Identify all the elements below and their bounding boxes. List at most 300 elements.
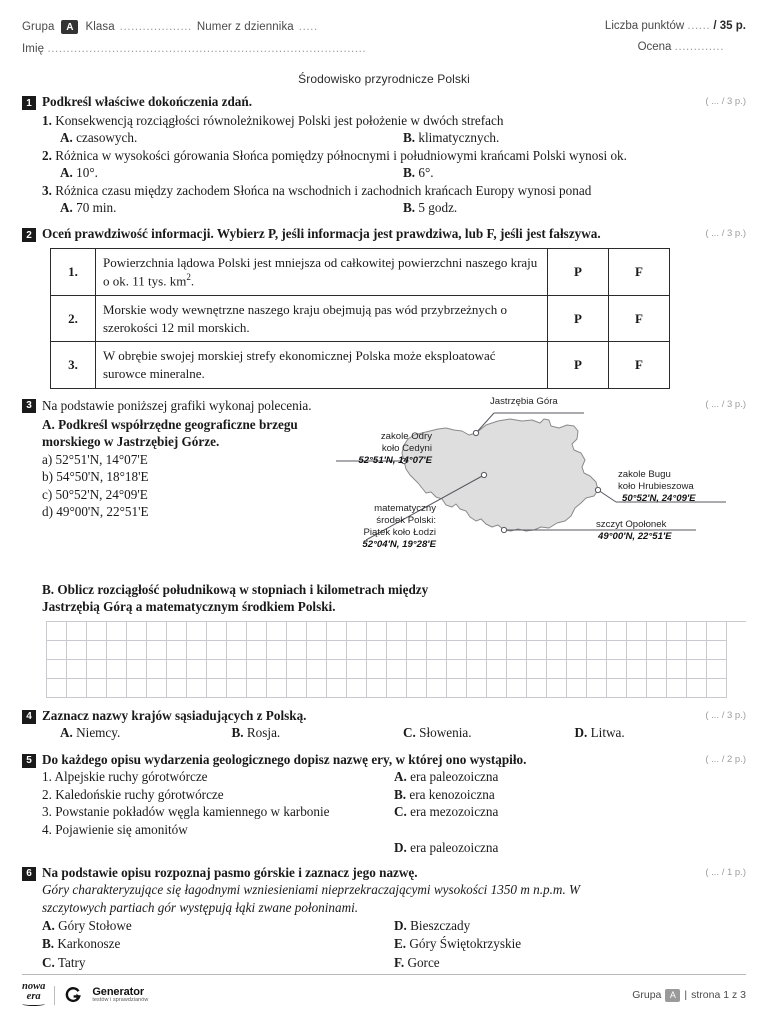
exercise-4-header (22, 708, 746, 725)
description-line2: szczytowych partiach gór występują łąki zwane połoninami. (42, 899, 359, 915)
grid-cell[interactable] (307, 641, 327, 660)
grid-cell[interactable] (67, 660, 87, 679)
grid-cell[interactable] (47, 679, 67, 698)
student-info-line1 (22, 20, 366, 34)
map-point-jastrzebia (473, 430, 478, 435)
exercise-1-number: 1 (22, 96, 36, 110)
table-row (51, 342, 670, 388)
grid-cell[interactable] (347, 660, 367, 679)
question-text: Konsekwencją rozciągłości równoleżnikowej Polski jest położenie w dwóch strefach (55, 112, 504, 128)
grid-cell[interactable] (707, 641, 727, 660)
option-e-letter: E. (394, 936, 407, 952)
option-c[interactable] (42, 954, 394, 972)
era-c-letter: C. (394, 804, 407, 820)
grid-cell[interactable] (647, 660, 667, 679)
option-c[interactable]: c) 50°52'N, 24°09'E (42, 486, 148, 502)
map-label-srodek-line1: matematyczny (374, 502, 436, 514)
grid-cell[interactable] (207, 622, 227, 641)
part-b-line1: B. Oblicz rozciągłość południkową w stopniach i kilometrach między (42, 581, 429, 597)
option-d-letter: D. (394, 918, 407, 934)
option-b[interactable] (403, 164, 746, 181)
map-label-odry-line2: koło Cedyni (381, 442, 432, 454)
grid-cell[interactable] (607, 679, 627, 698)
grid-cell[interactable] (667, 660, 687, 679)
grade-label: Ocena (637, 41, 672, 53)
grade-line (605, 41, 724, 53)
grid-cell[interactable] (707, 622, 727, 641)
map-label-opolonek: szczyt Opołonek (596, 518, 667, 530)
grid-cell[interactable] (567, 660, 587, 679)
row-statement (96, 248, 548, 295)
grid-cell[interactable] (607, 622, 627, 641)
grid-cell[interactable] (387, 679, 407, 698)
grid-cell[interactable] (287, 622, 307, 641)
grid-cell[interactable] (667, 641, 687, 660)
answer-f[interactable]: F (609, 296, 670, 342)
grid-cell[interactable] (507, 660, 527, 679)
grid-cell[interactable] (167, 641, 187, 660)
option-d-text: Bieszczady (410, 918, 471, 934)
grid-cell[interactable] (107, 622, 127, 641)
exercise-3 (22, 397, 746, 698)
grid-cell[interactable] (487, 679, 507, 698)
option-a-letter: A. (42, 918, 55, 934)
option-b[interactable]: b) 54°50'N, 18°18'E (42, 469, 149, 485)
exercise-5-title: Do każdego opisu wydarzenia geologicznego dopisz nazwę ery, w której ono wystąpiło. (42, 751, 527, 767)
grid-cell[interactable] (627, 660, 647, 679)
option-f-letter: F. (394, 954, 405, 970)
map-label-odry-line1: zakole Odry (380, 430, 432, 442)
grid-cell[interactable] (567, 622, 587, 641)
option-c-letter: C. (403, 725, 416, 741)
option-a[interactable] (42, 917, 394, 935)
grid-cell[interactable] (607, 641, 627, 660)
grid-cell[interactable] (447, 660, 467, 679)
grid-cell[interactable] (627, 622, 647, 641)
option-a-letter: A. (60, 129, 73, 145)
grid-cell[interactable] (547, 622, 567, 641)
grid-cell[interactable] (467, 660, 487, 679)
grid-cell[interactable] (267, 660, 287, 679)
option-c[interactable] (403, 724, 575, 741)
exercise-3-content (22, 397, 746, 575)
map-label-srodek-line3: Piątek koło Łodzi (363, 526, 436, 538)
era-c-text: era mezozoiczna (410, 804, 499, 820)
grid-cell[interactable] (307, 679, 327, 698)
grid-cell[interactable] (467, 641, 487, 660)
grid-cell[interactable] (487, 622, 507, 641)
grid-cell[interactable] (687, 679, 707, 698)
grid-cell[interactable] (327, 660, 347, 679)
statement-line2: kraju o ok. 11 tys. km (103, 254, 538, 289)
grid-cell[interactable] (307, 622, 327, 641)
grid-cell[interactable] (127, 660, 147, 679)
option-b-letter: B. (42, 936, 55, 952)
grid-cell[interactable] (527, 641, 547, 660)
exercise-1-title: Podkreśl właściwe dokończenia zdań. (42, 94, 253, 109)
grid-cell[interactable] (287, 679, 307, 698)
imie-label: Imię (22, 43, 45, 55)
grid-cell[interactable] (187, 641, 207, 660)
poland-map-graphic (326, 397, 746, 575)
grid-cell[interactable] (367, 622, 387, 641)
points-blank[interactable]: ...... (687, 20, 711, 32)
option-a[interactable] (60, 129, 403, 146)
map-label-jastrzebia: Jastrzębia Góra (490, 395, 558, 407)
option-a-letter: A. (60, 164, 73, 180)
grid-cell[interactable] (147, 641, 167, 660)
grid-cell[interactable] (687, 622, 707, 641)
grid-cell[interactable] (407, 660, 427, 679)
grid-cell[interactable] (547, 660, 567, 679)
generator-title: Generator (92, 985, 145, 998)
grid-cell[interactable] (247, 641, 267, 660)
grid-cell[interactable] (527, 660, 547, 679)
grid-cell[interactable] (127, 622, 147, 641)
grid-cell[interactable] (527, 622, 547, 641)
nowa-era-line2: era (26, 991, 41, 1003)
grid-cell[interactable] (227, 660, 247, 679)
option-a[interactable] (60, 199, 403, 216)
grid-cell[interactable] (407, 641, 427, 660)
option-b[interactable] (403, 129, 746, 146)
map-coord-odry: 52°51'N, 14°07'E (358, 454, 432, 466)
grid-cell[interactable] (67, 622, 87, 641)
match-item-2[interactable]: 2. Kaledońskie ruchy górotwórcze (42, 786, 224, 802)
grid-cell[interactable] (427, 679, 447, 698)
grid-cell[interactable] (487, 660, 507, 679)
grid-cell[interactable] (447, 622, 467, 641)
grid-cell[interactable] (427, 641, 447, 660)
grid-cell[interactable] (87, 641, 107, 660)
answer-p[interactable]: P (548, 248, 609, 295)
row-number: 3. (51, 342, 96, 388)
grid-cell[interactable] (87, 622, 107, 641)
option-b-text: 5 godz. (418, 200, 458, 216)
option-c-letter: C. (42, 954, 55, 970)
grid-cell[interactable] (267, 622, 287, 641)
grid-cell[interactable] (647, 641, 667, 660)
map-coord-opolonek: 49°00'N, 22°51'E (598, 530, 672, 542)
grid-row (47, 660, 746, 679)
answer-options (60, 164, 746, 181)
grid-cell[interactable] (247, 660, 267, 679)
grid-cell[interactable] (47, 622, 67, 641)
option-b[interactable] (403, 199, 746, 216)
answer-options (60, 724, 746, 741)
footer-page-number: strona 1 z 3 (691, 989, 746, 1002)
grid-cell[interactable] (87, 679, 107, 698)
exercise-3-number: 3 (22, 399, 36, 413)
grid-cell[interactable] (267, 641, 287, 660)
statement-tail: . (190, 273, 195, 289)
exercise-1-body (42, 112, 746, 217)
answer-f[interactable]: F (609, 248, 670, 295)
logo-divider (54, 986, 55, 1005)
option-a-text: czasowych. (76, 129, 138, 145)
grid-cell[interactable] (227, 641, 247, 660)
nowa-era-swoosh (22, 1002, 45, 1006)
grid-cell[interactable] (567, 679, 587, 698)
grid-cell[interactable] (247, 622, 267, 641)
map-label-srodek-line2: środek Polski: (376, 514, 436, 526)
exercise-4 (22, 708, 746, 742)
map-point-opolonek (501, 527, 506, 532)
grid-cell[interactable] (287, 660, 307, 679)
grid-cell[interactable] (367, 679, 387, 698)
grid-cell[interactable] (587, 622, 607, 641)
exercise-2-points: ( ... / 3 p.) (705, 228, 746, 240)
grid-cell[interactable] (187, 622, 207, 641)
nowa-era-logo (22, 982, 45, 1008)
exercises-container (0, 94, 768, 972)
grid-row (47, 622, 746, 641)
grid-cell[interactable] (347, 641, 367, 660)
exercise-6-options (42, 917, 746, 972)
option-e[interactable] (394, 935, 746, 953)
generator-wordmark (92, 987, 148, 1004)
option-a[interactable] (60, 164, 403, 181)
answer-p[interactable]: P (548, 342, 609, 388)
statement-line1: W obrębie swojej morskiej strefy ekonomicznej Polska może eksploatować (103, 348, 496, 364)
era-b-text: era kenozoiczna (409, 786, 495, 802)
grid-cell[interactable] (247, 679, 267, 698)
grid-cell[interactable] (127, 679, 147, 698)
publisher-logos (22, 982, 148, 1008)
grid-cell[interactable] (607, 660, 627, 679)
match-item-3[interactable]: 3. Powstanie pokładów węgla kamiennego w karbonie (42, 804, 330, 820)
grid-cell[interactable] (367, 660, 387, 679)
grid-cell[interactable] (327, 679, 347, 698)
option-b-letter: B. (403, 129, 416, 145)
grid-cell[interactable] (387, 660, 407, 679)
option-a[interactable] (60, 724, 232, 741)
grid-cell[interactable] (47, 641, 67, 660)
exercise-3-part-b (42, 581, 746, 615)
grid-cell[interactable] (147, 660, 167, 679)
option-b[interactable] (42, 935, 394, 953)
options-left-column (42, 917, 394, 972)
question-number: 3. (42, 183, 52, 199)
grid-cell[interactable] (187, 679, 207, 698)
page-header (0, 0, 768, 55)
row-statement (96, 296, 548, 342)
exercise-1-header (22, 94, 746, 111)
grid-cell[interactable] (167, 660, 187, 679)
exercise-2-number: 2 (22, 228, 36, 242)
row-statement (96, 342, 548, 388)
klasa-label: Klasa (85, 21, 115, 33)
exercise-3-intro: Na podstawie poniższej grafiki wykonaj polecenia. (42, 397, 312, 413)
grid-cell[interactable] (107, 660, 127, 679)
grid-cell[interactable] (527, 679, 547, 698)
option-b-letter: B. (403, 200, 416, 216)
grid-cell[interactable] (347, 679, 367, 698)
footer-grupa-badge: A (665, 989, 680, 1002)
grade-blank[interactable]: ............. (674, 41, 724, 53)
grid-cell[interactable] (567, 641, 587, 660)
era-option-d[interactable] (394, 839, 746, 857)
leader-line-bugu (598, 490, 616, 502)
exercise-5-body (42, 768, 746, 857)
grid-cell[interactable] (127, 641, 147, 660)
grid-cell[interactable] (207, 641, 227, 660)
exercise-3-text (42, 397, 332, 521)
grid-cell[interactable] (167, 622, 187, 641)
grid-cell[interactable] (387, 622, 407, 641)
exercise-6-header (22, 865, 746, 882)
question-number: 1. (42, 112, 52, 128)
grid-cell[interactable] (647, 622, 667, 641)
option-c-text: Tatry (57, 954, 86, 970)
exercise-6-title: Na podstawie opisu rozpoznaj pasmo górskie i zaznacz jego nazwę. (42, 864, 418, 880)
option-a-text: Niemcy. (76, 725, 121, 741)
grid-cell[interactable] (227, 622, 247, 641)
option-a-text: Góry Stołowe (58, 918, 132, 934)
footer-page-info (632, 989, 746, 1002)
question-text: Różnica czasu między zachodem Słońca na wschodnich i zachodnich krańcach Europy wynosi ponad (55, 183, 592, 199)
grid-cell[interactable] (67, 641, 87, 660)
option-a[interactable]: a) 52°51'N, 14°07'E (42, 451, 148, 467)
score-block (605, 20, 746, 53)
map-label-bugu-line2: koło Hrubieszowa (618, 480, 694, 492)
answer-writing-grid[interactable] (46, 621, 746, 698)
grid-cell[interactable] (507, 641, 527, 660)
grid-cell[interactable] (67, 679, 87, 698)
points-line (605, 20, 746, 32)
question-number: 2. (42, 147, 52, 163)
table-row (51, 248, 670, 295)
grid-cell[interactable] (327, 641, 347, 660)
table-row (51, 296, 670, 342)
question-row (42, 182, 746, 199)
option-d[interactable] (575, 724, 747, 741)
grid-cell[interactable] (147, 679, 167, 698)
grid-cell[interactable] (667, 622, 687, 641)
grid-cell[interactable] (687, 641, 707, 660)
grid-cell[interactable] (647, 679, 667, 698)
grid-cell[interactable] (347, 622, 367, 641)
question-row (42, 112, 746, 129)
grid-cell[interactable] (407, 622, 427, 641)
grid-cell[interactable] (107, 679, 127, 698)
option-e-text: Góry Świętokrzyskie (409, 936, 522, 952)
grid-cell[interactable] (447, 679, 467, 698)
grid-cell[interactable] (47, 660, 67, 679)
match-item-4[interactable]: 4. Pojawienie się amonitów (42, 822, 188, 838)
imie-blank[interactable]: .................................................................................... (47, 43, 367, 55)
grid-cell[interactable] (707, 679, 727, 698)
match-item-1[interactable]: 1. Alpejskie ruchy górotwórcze (42, 769, 208, 785)
row-number: 2. (51, 296, 96, 342)
era-option-b[interactable] (394, 786, 746, 804)
grid-cell[interactable] (467, 622, 487, 641)
student-info-line2 (22, 43, 366, 55)
grid-cell[interactable] (467, 679, 487, 698)
grid-cell[interactable] (207, 679, 227, 698)
grid-cell[interactable] (367, 641, 387, 660)
grid-cell[interactable] (507, 679, 527, 698)
grid-cell[interactable] (387, 641, 407, 660)
option-b-text: Rosja. (246, 725, 281, 741)
grid-cell[interactable] (147, 622, 167, 641)
grid-cell[interactable] (327, 622, 347, 641)
option-d[interactable] (394, 917, 746, 935)
footer-grupa-label: Grupa (632, 989, 662, 1002)
matching-columns (42, 768, 746, 857)
option-b[interactable] (232, 724, 404, 741)
grid-cell[interactable] (287, 641, 307, 660)
grid-cell[interactable] (427, 622, 447, 641)
grid-cell[interactable] (187, 660, 207, 679)
answer-f[interactable]: F (609, 342, 670, 388)
description-line1: Góry charakteryzujące się łagodnymi wzniesieniami nieprzekraczającymi wysokości 1350 m n.p.m. W (42, 882, 581, 898)
grid-cell[interactable] (407, 679, 427, 698)
option-c-text: Słowenia. (419, 725, 472, 741)
grid-cell[interactable] (447, 641, 467, 660)
map-coord-srodek: 52°04'N, 19°28'E (362, 538, 436, 550)
grid-cell[interactable] (687, 660, 707, 679)
grid-cell[interactable] (507, 622, 527, 641)
grid-cell[interactable] (87, 660, 107, 679)
option-b-text: 6°. (418, 164, 434, 180)
page-title: Środowisko przyrodnicze Polski (298, 72, 470, 86)
generator-subtitle: testów i sprawdzianów (92, 996, 149, 1003)
option-d-text: Litwa. (590, 725, 625, 741)
grid-cell[interactable] (587, 641, 607, 660)
grid-cell[interactable] (167, 679, 187, 698)
grid-cell[interactable] (307, 660, 327, 679)
statement-line1: Morskie wody wewnętrzne naszego kraju obejmują pas wód przybrzeżnych o (103, 302, 507, 318)
grid-cell[interactable] (207, 660, 227, 679)
option-f[interactable] (394, 954, 746, 972)
grid-cell[interactable] (487, 641, 507, 660)
era-option-a[interactable] (394, 768, 746, 786)
grid-cell[interactable] (627, 679, 647, 698)
exercise-5 (22, 752, 746, 857)
question-row (42, 147, 746, 164)
grid-cell[interactable] (547, 641, 567, 660)
grid-cell[interactable] (627, 641, 647, 660)
statement-line1: Powierzchnia lądowa Polski jest mniejsza od całkowitej powierzchni naszego (103, 254, 508, 270)
grid-cell[interactable] (267, 679, 287, 698)
matching-right-column (394, 768, 746, 857)
grid-cell[interactable] (587, 660, 607, 679)
grid-cell[interactable] (707, 660, 727, 679)
answer-p[interactable]: P (548, 296, 609, 342)
grid-cell[interactable] (427, 660, 447, 679)
era-a-letter: A. (394, 769, 407, 785)
grid-cell[interactable] (107, 641, 127, 660)
option-d[interactable]: d) 49°00'N, 22°51'E (42, 504, 149, 520)
option-b-letter: B. (231, 725, 244, 741)
exercise-3-part-a-title: A. Podkreśl współrzędne geograficzne brzegu morskiego w Jastrzębiej Górze. (42, 416, 298, 450)
grid-cell[interactable] (587, 679, 607, 698)
exercise-5-number: 5 (22, 754, 36, 768)
era-option-c[interactable] (394, 803, 746, 821)
answer-options (60, 199, 746, 216)
grid-cell[interactable] (547, 679, 567, 698)
numer-blank[interactable]: ..... (298, 21, 318, 33)
grupa-label: Grupa (22, 21, 55, 33)
exercise-5-points: ( ... / 2 p.) (705, 753, 746, 765)
grid-cell[interactable] (667, 679, 687, 698)
points-label: Liczba punktów (604, 20, 685, 32)
footer-separator: | (684, 989, 688, 1002)
klasa-blank[interactable]: ................... (119, 21, 192, 33)
grid-cell[interactable] (227, 679, 247, 698)
exercise-2-header (22, 226, 746, 243)
